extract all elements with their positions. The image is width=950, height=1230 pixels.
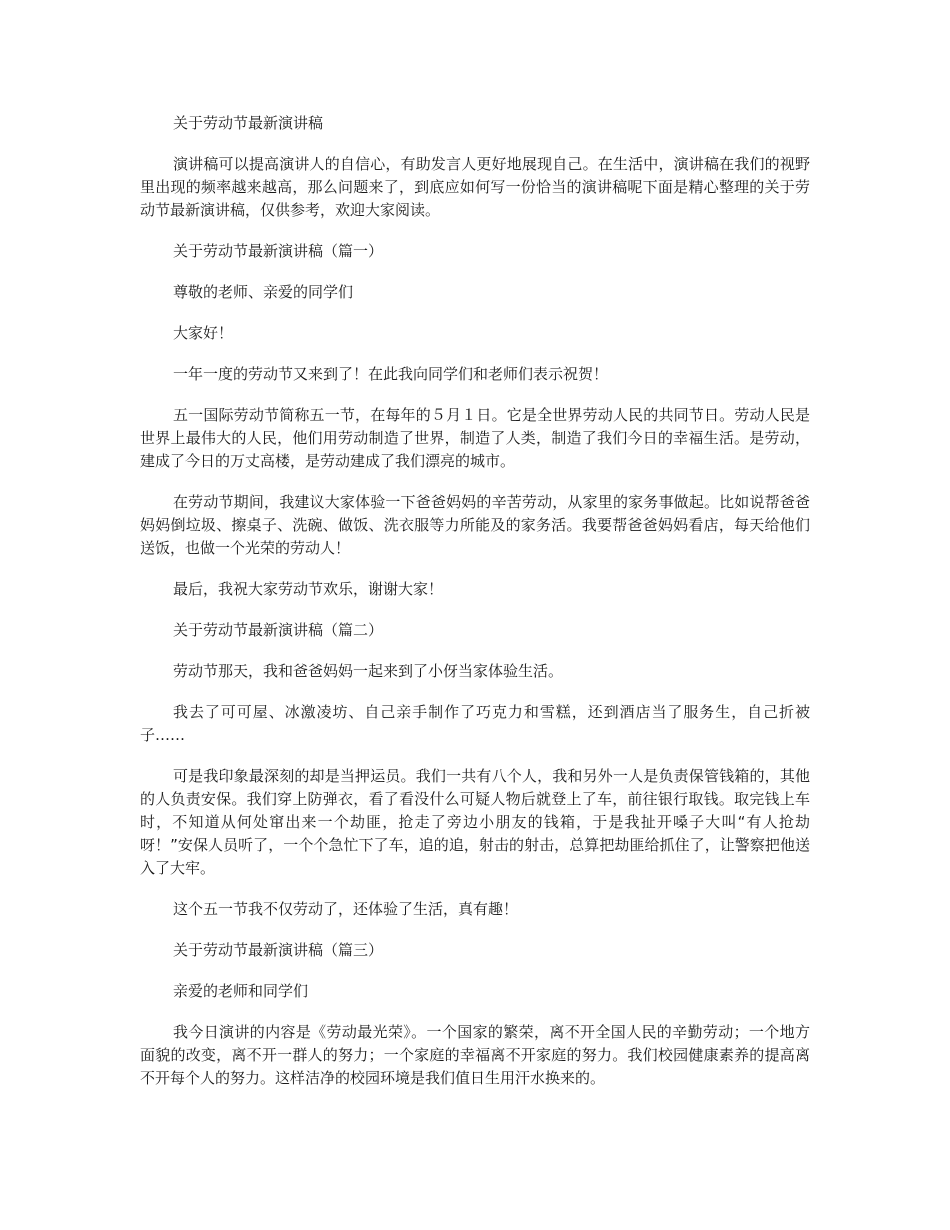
section-2-heading: 关于劳动节最新演讲稿（篇二） [173, 621, 384, 639]
intro-paragraph: 演讲稿可以提高演讲人的自信心，有助发言人更好地展现自己。在生活中，演讲稿在我们的视野里出现的频率越来越高，那么问题来了，到底应如何写一份恰当的演讲稿呢下面是精心整理的关于劳动节最新演讲稿，仅供参考，欢迎大家阅读。 [140, 155, 810, 219]
section-3-paragraph: 我今日演讲的内容是《劳动最光荣》。一个国家的繁荣，离不开全国人民的辛勤劳动；一个地方面貌的改变，离不开一群人的努力；一个家庭的幸福离不开家庭的努力。我们校园健康素养的提高离不开每个人的努力。这样洁净的校园环境是我们值日生用汗水换来的。 [140, 1023, 810, 1087]
section-3-heading: 关于劳动节最新演讲稿（篇三） [173, 941, 384, 959]
section-1-paragraph: 五一国际劳动节简称五一节，在每年的５月１日。它是全世界劳动人民的共同节日。劳动人民是世界上最伟大的人民，他们用劳动制造了世界，制造了人类，制造了我们今日的幸福生活。是劳动，建成了今日的万丈高楼，是劳动建成了我们漂亮的城市。 [140, 406, 810, 470]
section-3-salutation: 亲爱的老师和同学们 [173, 982, 309, 1000]
section-1-greeting: 大家好！ [173, 324, 234, 342]
section-2-paragraph: 劳动节那天，我和爸爸妈妈一起来到了小伢当家体验生活。 [173, 662, 564, 680]
section-2-paragraph: 可是我印象最深刻的却是当押运员。我们一共有八个人，我和另外一人是负责保管钱箱的，其他的人负责安保。我们穿上防弹衣，看了看没什么可疑人物后就登上了车，前往银行取钱。取完钱上车时，不知道从何处窜出来一个劫匪，抢走了旁边小朋友的钱箱，于是我扯开嗓子大叫“有人抢劫呀！”安保人员听了，一个个急忙下了车，追的追，射击的射击，总算把劫匪给抓住了，让警察把他送入了大牢。 [140, 767, 810, 877]
section-2-paragraph: 我去了可可屋、冰激凌坊、自己亲手制作了巧克力和雪糕，还到酒店当了服务生，自己折被子…… [140, 703, 810, 744]
section-2-paragraph: 这个五一节我不仅劳动了，还体验了生活，真有趣！ [173, 900, 519, 918]
section-1-closing: 最后，我祝大家劳动节欢乐，谢谢大家！ [173, 580, 444, 598]
section-1-heading: 关于劳动节最新演讲稿（篇一） [173, 242, 384, 260]
section-1-salutation: 尊敬的老师、亲爱的同学们 [173, 283, 354, 301]
document-title: 关于劳动节最新演讲稿 [173, 114, 324, 132]
section-1-paragraph: 在劳动节期间，我建议大家体验一下爸爸妈妈的辛苦劳动，从家里的家务事做起。比如说帮爸爸妈妈倒垃圾、擦桌子、洗碗、做饭、洗衣服等力所能及的家务活。我要帮爸爸妈妈看店，每天给他们送饭，也做一个光荣的劳动人！ [140, 493, 810, 557]
section-1-paragraph: 一年一度的劳动节又来到了！在此我向同学们和老师们表示祝贺！ [173, 365, 609, 383]
document-body [140, 112, 810, 1108]
